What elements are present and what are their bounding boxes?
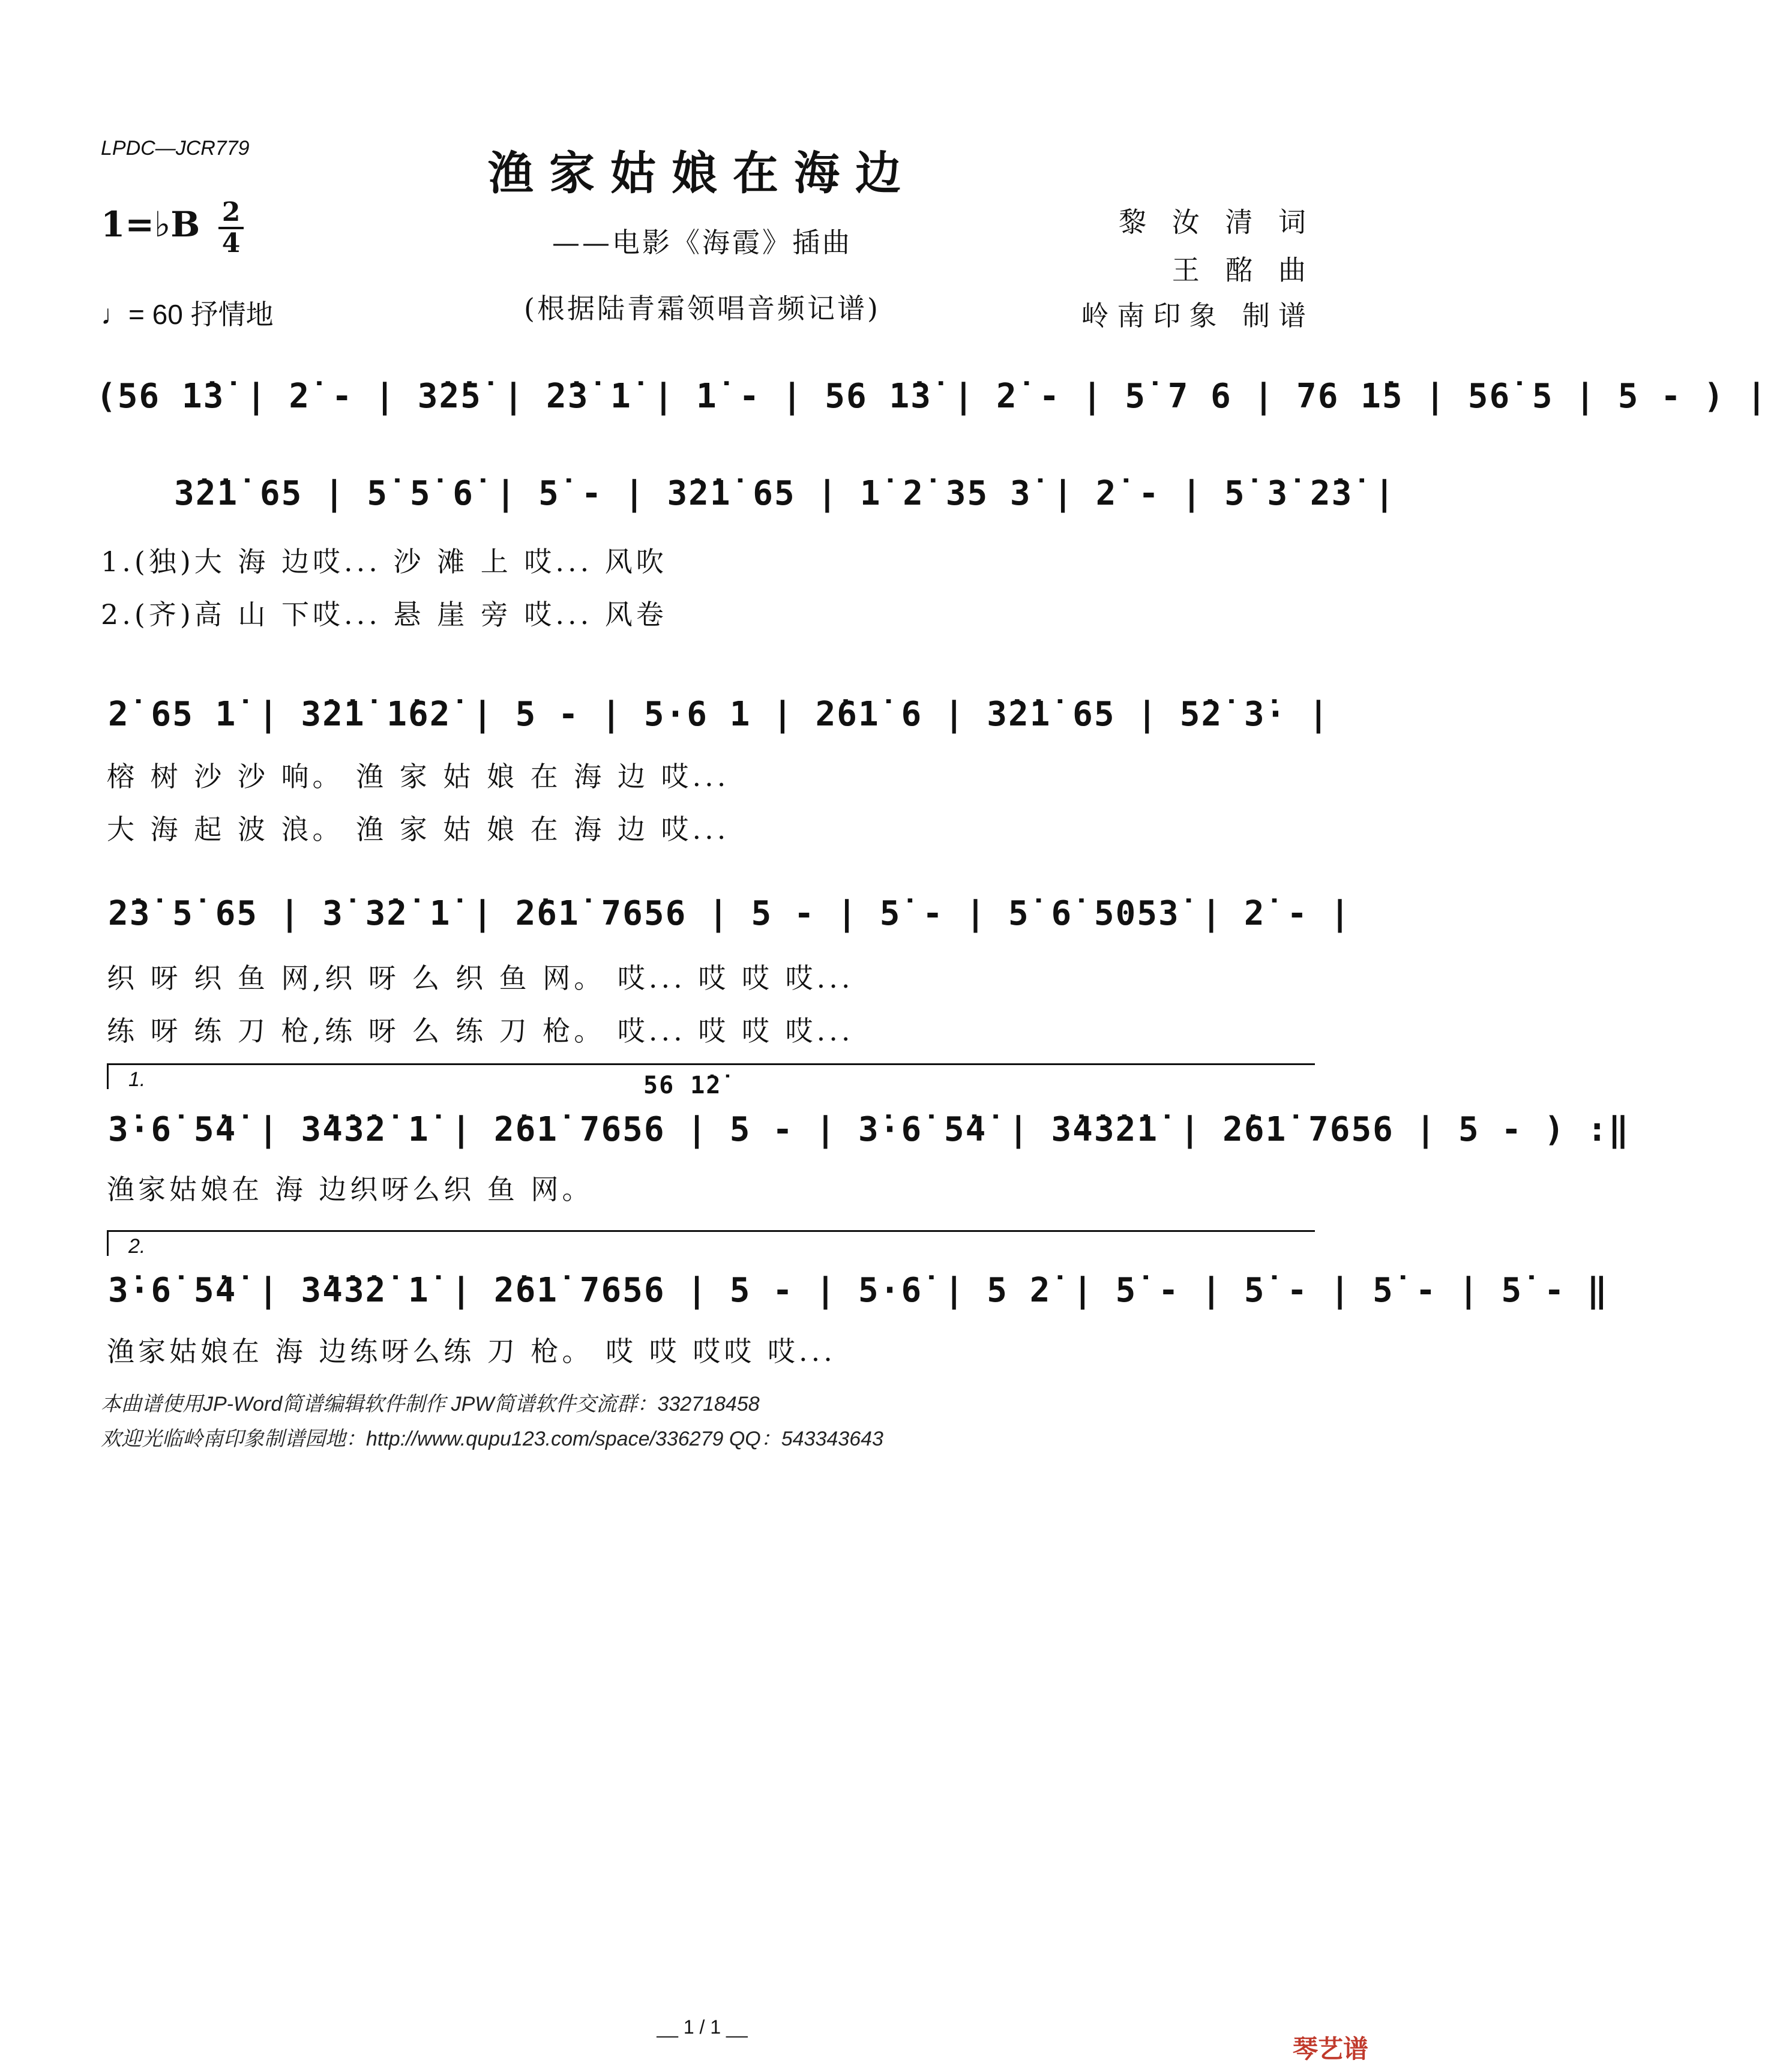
time-signature-top: 2 (221, 197, 241, 227)
score-line-5-ossia: 56 1̇2̇ (643, 1072, 722, 1099)
page-number: __ 1 / 1 __ (657, 2016, 748, 2038)
song-title: 渔家姑娘在海边 (488, 146, 916, 200)
catalog-code: LPDC—JCR779 (101, 137, 250, 160)
key-signature: 1=♭B (101, 204, 200, 245)
footer-website-note: 欢迎光临岭南印象制谱园地：http://www.qupu123.com/space/336279 QQ：543343643 (101, 1428, 883, 1450)
tempo-marking: ♩= 60 抒情地 (101, 299, 274, 330)
site-logo: 琴艺谱 (1292, 2035, 1368, 2063)
arranger-credit: 岭南印象 制谱 (1081, 299, 1314, 332)
volta-2-bracket (107, 1230, 1315, 1256)
score-line-4-lyrics-verse-2: 练 呀 练 刀 枪,练 呀 么 练 刀 枪。 哎... 哎 哎 哎... (107, 1015, 854, 1047)
lyricist-credit: 黎 汝 清 词 (1119, 206, 1314, 238)
score-line-5-notes: 3̇·6̇ 5̇4̇ | 3̇4̇3̇2̇ 1̇ | 2̇61̇ 7656 | 5 - | 3̇·6̇ 5̇4̇ | 3̇4̇3̇2̇1̇ | 2̇61̇ 7656 | 5 - ) :‖ (108, 1110, 1630, 1149)
volta-1-label: 1. (128, 1068, 146, 1091)
score-line-6-lyrics: 渔家姑娘在 海 边练呀么练 刀 枪。 哎 哎 哎哎 哎... (107, 1335, 836, 1368)
score-line-3-lyrics-verse-1: 榕 树 沙 沙 响。 渔 家 姑 娘 在 海 边 哎... (107, 760, 730, 793)
source-note: (根据陆青霜领唱音频记谱) (524, 292, 880, 325)
subtitle: ——电影《海霞》插曲 (552, 226, 852, 259)
footer-software-note: 本曲谱使用JP-Word简谱编辑软件制作 JPW简谱软件交流群：332718458 (101, 1393, 760, 1416)
composer-credit: 王 酩 曲 (1171, 254, 1314, 286)
score-line-6-notes: 3̇·6̇ 5̇4̇ | 3̇4̇3̇2̇ 1̇ | 2̇61̇ 7656 | 5 - | 5·6̇ | 5 2̇ | 5̇ - | 5̇ - | 5̇ - | 5̇ - ‖ (108, 1271, 1609, 1310)
time-signature-bottom: 4 (221, 228, 241, 259)
score-line-3-lyrics-verse-2: 大 海 起 波 浪。 渔 家 姑 娘 在 海 边 哎... (107, 813, 730, 845)
score-line-2-lyrics-verse-1: 1.(独)大 海 边哎... 沙 滩 上 哎... 风吹 (101, 545, 667, 578)
score-line-2-notes: 3̇2̇1̇ 65 | 5̇ 5̇ 6̇ | 5̇ - | 3̇2̇1̇ 65 | 1̇ 2̇ 35 3̇ | 2̇ - | 5̇ 3̇ 2̇3̇ | (174, 474, 1396, 513)
score-line-3-notes: 2̇ 65 1̇ | 3̇2̇1̇ 1̇62̇ | 5 - | 5·6 1 | 2̇61̇ 6 | 3̇2̇1̇ 65 | 5̇2̇ 3̇· | (108, 695, 1330, 734)
score-line-2-lyrics-verse-2: 2.(齐)高 山 下哎... 悬 崖 旁 哎... 风卷 (101, 598, 667, 631)
score-line-5-lyrics: 渔家姑娘在 海 边织呀么织 鱼 网。 (107, 1173, 594, 1206)
score-line-4-notes: 2̇3̇ 5̇ 65 | 3̇ 3̇2̇ 1̇ | 2̇61̇ 7656 | 5 - | 5̇ - | 5̇ 6̇ 5053̇ | 2̇ - | (108, 894, 1352, 933)
score-line-4-lyrics-verse-1: 织 呀 织 鱼 网,织 呀 么 织 鱼 网。 哎... 哎 哎 哎... (107, 962, 854, 994)
volta-2-label: 2. (128, 1235, 146, 1258)
score-line-1-notes: (56 1̇3̇ | 2̇ - | 3̇2̇5̇ | 2̇3̇ 1̇ | 1̇ - | 56 1̇3̇ | 2̇ - | 5̇ 7 6 | 76 1̇5 | 56̇ 5 | 5 - ) | (96, 377, 1768, 416)
